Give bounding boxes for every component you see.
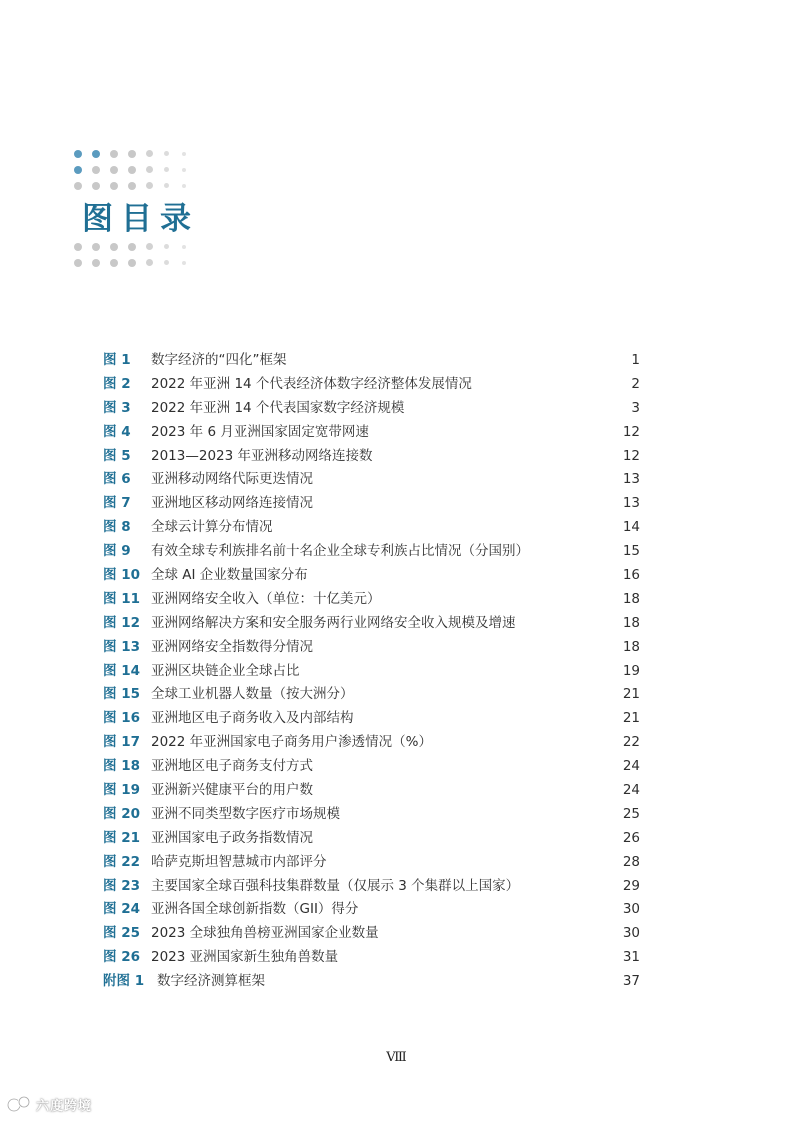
dot xyxy=(92,150,100,158)
dot xyxy=(92,259,100,267)
dot xyxy=(74,243,82,251)
toc-entry[interactable] xyxy=(103,373,640,397)
dot xyxy=(164,183,169,188)
dot xyxy=(110,243,118,251)
dot xyxy=(164,167,169,172)
figure-number: 图 2 xyxy=(103,375,131,392)
dot xyxy=(146,166,153,173)
figure-number: 图 17 xyxy=(103,734,140,751)
figure-title: 亚洲地区电子商务收入及内部结构 xyxy=(151,710,354,727)
toc-entry[interactable] xyxy=(103,588,640,612)
dot xyxy=(146,150,153,157)
dot xyxy=(74,259,82,267)
watermark-logo-icon xyxy=(6,1094,32,1114)
toc-entry[interactable] xyxy=(103,875,640,899)
figure-title: 亚洲网络安全指数得分情况 xyxy=(151,638,313,655)
figure-title: 亚洲不同类型数字医疗市场规模 xyxy=(151,805,340,822)
watermark xyxy=(6,1094,92,1114)
dot xyxy=(128,166,136,174)
figure-title: 2022 年亚洲 14 个代表国家数字经济规模 xyxy=(151,399,405,416)
dot xyxy=(164,151,169,156)
figure-number: 图 21 xyxy=(103,829,140,846)
page-ref: 24 xyxy=(622,782,640,799)
page-ref: 16 xyxy=(622,567,640,584)
toc-entry[interactable] xyxy=(103,851,640,875)
figure-title: 亚洲网络解决方案和安全服务两行业网络安全收入规模及增速 xyxy=(151,614,516,631)
dot xyxy=(110,150,118,158)
page-ref: 22 xyxy=(622,734,640,751)
figure-title: 亚洲各国全球创新指数（GII）得分 xyxy=(151,901,359,918)
dot xyxy=(128,150,136,158)
toc-entry-appendix[interactable] xyxy=(103,970,640,994)
figure-number: 图 14 xyxy=(103,662,140,679)
page-ref: 2 xyxy=(631,375,640,392)
figure-number: 图 23 xyxy=(103,877,140,894)
figure-title: 主要国家全球百强科技集群数量（仅展示 3 个集群以上国家） xyxy=(151,877,520,894)
figure-title: 全球云计算分布情况 xyxy=(151,519,273,536)
page-ref: 13 xyxy=(622,495,640,512)
figure-title: 2023 亚洲国家新生独角兽数量 xyxy=(151,949,339,966)
page-ref: 14 xyxy=(622,519,640,536)
decorative-dot-grid-bottom xyxy=(74,243,200,267)
toc-entry[interactable] xyxy=(103,922,640,946)
toc-entry[interactable] xyxy=(103,707,640,731)
dot xyxy=(92,166,100,174)
decorative-dot-grid-top xyxy=(74,150,200,190)
figure-number: 图 4 xyxy=(103,423,131,440)
figure-title: 2023 全球独角兽榜亚洲国家企业数量 xyxy=(151,925,379,942)
figure-title: 亚洲移动网络代际更迭情况 xyxy=(151,471,313,488)
figure-title: 亚洲区块链企业全球占比 xyxy=(151,662,300,679)
dot xyxy=(182,184,186,188)
toc-entry[interactable] xyxy=(103,660,640,684)
figure-number: 图 15 xyxy=(103,686,140,703)
toc-entry[interactable] xyxy=(103,540,640,564)
dot xyxy=(182,168,186,172)
page-ref: 12 xyxy=(622,447,640,464)
figure-number: 图 16 xyxy=(103,710,140,727)
toc-entry[interactable] xyxy=(103,445,640,469)
page-ref: 12 xyxy=(622,423,640,440)
dot xyxy=(128,243,136,251)
dot xyxy=(146,259,153,266)
dot xyxy=(146,182,153,189)
figure-title: 2022 年亚洲 14 个代表经济体数字经济整体发展情况 xyxy=(151,375,472,392)
figure-number: 图 10 xyxy=(103,567,140,584)
page-ref: 31 xyxy=(622,949,640,966)
page-ref: 30 xyxy=(622,901,640,918)
figure-number: 图 7 xyxy=(103,495,131,512)
page-ref: 3 xyxy=(631,399,640,416)
dot xyxy=(164,244,169,249)
figure-title: 全球 AI 企业数量国家分布 xyxy=(151,567,308,584)
toc-entry[interactable] xyxy=(103,779,640,803)
page-ref: 26 xyxy=(622,829,640,846)
figure-title: 亚洲地区电子商务支付方式 xyxy=(151,758,313,775)
page-ref: 29 xyxy=(622,877,640,894)
figure-number: 图 9 xyxy=(103,543,131,560)
dot xyxy=(92,182,100,190)
figure-number: 图 11 xyxy=(103,590,140,607)
toc-entry[interactable] xyxy=(103,612,640,636)
figure-list xyxy=(103,349,640,994)
figure-number: 图 8 xyxy=(103,519,131,536)
figure-number: 图 24 xyxy=(103,901,140,918)
figure-number: 附图 1 xyxy=(103,973,145,990)
page-ref: 13 xyxy=(622,471,640,488)
dot xyxy=(164,260,169,265)
dot xyxy=(128,259,136,267)
dot xyxy=(74,182,82,190)
figure-number: 图 22 xyxy=(103,853,140,870)
dot xyxy=(146,243,153,250)
toc-entry[interactable] xyxy=(103,827,640,851)
page-number: Ⅷ xyxy=(386,1050,407,1065)
toc-entry[interactable] xyxy=(103,731,640,755)
figure-title: 全球工业机器人数量（按大洲分） xyxy=(151,686,354,703)
page-ref: 21 xyxy=(622,710,640,727)
dot xyxy=(110,166,118,174)
toc-entry[interactable] xyxy=(103,803,640,827)
dot xyxy=(128,182,136,190)
figure-number: 图 25 xyxy=(103,925,140,942)
page-title: 图目录 xyxy=(82,201,199,237)
page-ref: 37 xyxy=(622,973,640,990)
figure-number: 图 6 xyxy=(103,471,131,488)
dot xyxy=(182,245,186,249)
page-ref: 15 xyxy=(622,543,640,560)
toc-entry[interactable] xyxy=(103,946,640,970)
dot xyxy=(74,150,82,158)
page-ref: 28 xyxy=(622,853,640,870)
figure-title: 2023 年 6 月亚洲国家固定宽带网速 xyxy=(151,423,369,440)
dot xyxy=(92,243,100,251)
page-ref: 18 xyxy=(622,638,640,655)
page-ref: 24 xyxy=(622,758,640,775)
figure-number: 图 3 xyxy=(103,399,131,416)
toc-entry[interactable] xyxy=(103,397,640,421)
page-ref: 30 xyxy=(622,925,640,942)
figure-title: 2013—2023 年亚洲移动网络连接数 xyxy=(151,447,373,464)
figure-title: 数字经济测算框架 xyxy=(157,973,265,990)
dot xyxy=(110,182,118,190)
figure-title: 数字经济的“四化”框架 xyxy=(151,352,287,368)
figure-number: 图 12 xyxy=(103,614,140,631)
figure-title: 亚洲新兴健康平台的用户数 xyxy=(151,782,313,799)
figure-title: 哈萨克斯坦智慧城市内部评分 xyxy=(151,853,327,870)
dot xyxy=(74,166,82,174)
figure-title: 有效全球专利族排名前十名企业全球专利族占比情况（分国别） xyxy=(151,543,529,560)
toc-entry[interactable] xyxy=(103,516,640,540)
toc-entry[interactable] xyxy=(103,421,640,445)
watermark-text: 六度跨境 xyxy=(36,1098,93,1114)
dot xyxy=(110,259,118,267)
page-ref: 18 xyxy=(622,590,640,607)
figure-number: 图 13 xyxy=(103,638,140,655)
figure-number: 图 20 xyxy=(103,805,140,822)
page-ref: 18 xyxy=(622,614,640,631)
figure-number: 图 1 xyxy=(103,352,131,368)
toc-entry[interactable] xyxy=(103,683,640,707)
page-ref: 1 xyxy=(631,352,640,368)
page-ref: 19 xyxy=(622,662,640,679)
figure-title: 亚洲国家电子政务指数情况 xyxy=(151,829,313,846)
toc-entry[interactable] xyxy=(103,468,640,492)
figure-title: 亚洲网络安全收入（单位：十亿美元） xyxy=(151,590,381,607)
dot xyxy=(182,261,186,265)
page-ref: 25 xyxy=(622,805,640,822)
toc-entry[interactable] xyxy=(103,492,640,516)
toc-entry[interactable] xyxy=(103,755,640,779)
figure-number: 图 5 xyxy=(103,447,131,464)
toc-entry[interactable] xyxy=(103,898,640,922)
figure-number: 图 19 xyxy=(103,782,140,799)
toc-entry[interactable] xyxy=(103,564,640,588)
figure-number: 图 26 xyxy=(103,949,140,966)
figure-title: 2022 年亚洲国家电子商务用户渗透情况（%） xyxy=(151,734,432,751)
figure-title: 亚洲地区移动网络连接情况 xyxy=(151,495,313,512)
figure-number: 图 18 xyxy=(103,758,140,775)
dot xyxy=(182,152,186,156)
toc-entry[interactable] xyxy=(103,636,640,660)
page-ref: 21 xyxy=(622,686,640,703)
toc-entry[interactable] xyxy=(103,349,640,373)
